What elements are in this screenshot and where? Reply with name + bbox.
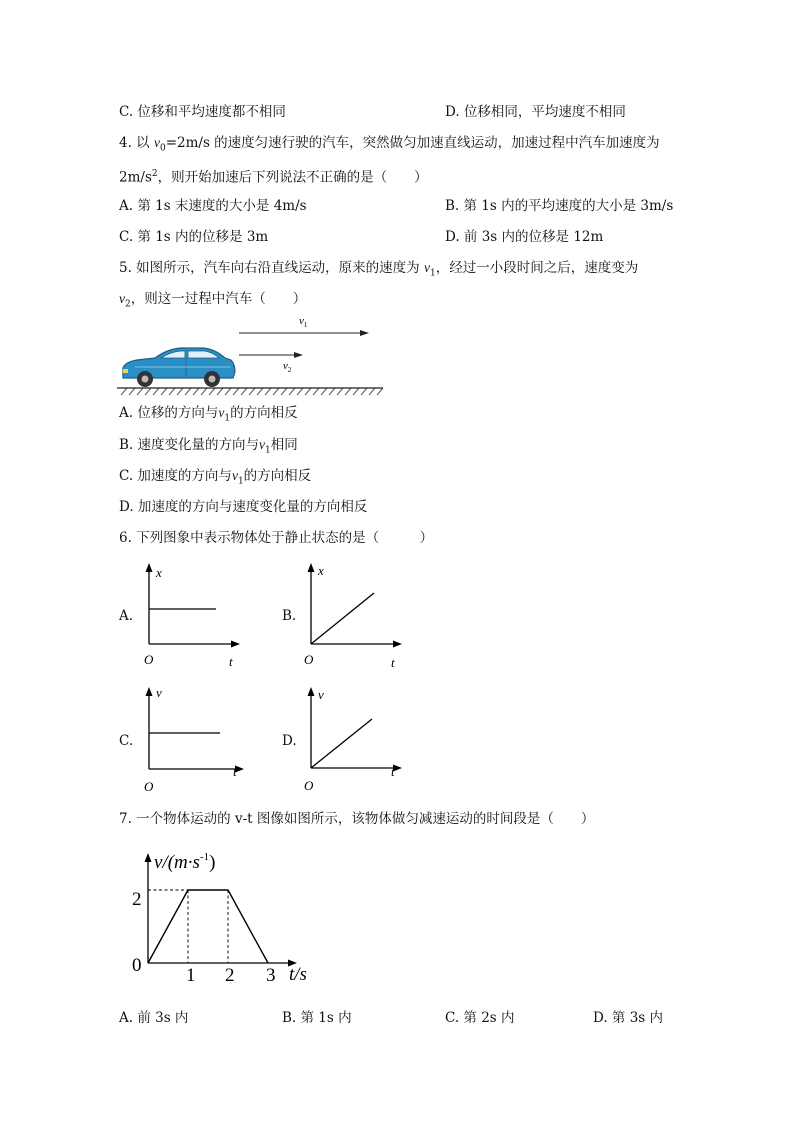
q3-option-d: D. 位移相同，平均速度不相同 [445,104,626,120]
graph-d-origin: O [304,778,314,793]
graph-a-origin: O [144,652,154,667]
q7-option-c: C. 第 2s 内 [445,1010,515,1026]
q6-graph-c-label: C. [119,733,134,749]
graph-c-x-axis-label: t [233,764,237,779]
q7-option-d: D. 第 3s 内 [593,1010,664,1026]
q7-option-a: A. 前 3s 内 [119,1010,189,1026]
v2-arrowhead [294,352,303,358]
q7-guide-lines [148,890,228,963]
q4-option-d: D. 前 3s 内的位移是 12m [445,229,604,245]
q6-graph-b [302,560,417,675]
q5-stem-line2: $v_2$，则这一过程中汽车（ ） [119,291,307,310]
v1-arrow-label: $v_1$ [299,315,308,329]
q7-stem: 7. 一个物体运动的 v-t 图像如图所示，该物体做匀减速运动的时间段是（ ） [119,811,595,827]
v1-arrowhead [360,330,369,336]
graph-d-x-axis-label: t [391,764,395,779]
q6-graph-c [140,684,255,799]
graph-a-y-axis-label: x [156,565,162,580]
ground-hatching [121,388,383,395]
graph-b-origin: O [304,652,314,667]
graph-c-y-axis-label: v [156,685,162,700]
q5-option-a: A. 位移的方向与$v_1$的方向相反 [119,405,298,424]
q5-option-d: D. 加速度的方向与速度变化量的方向相反 [119,499,368,515]
q7-origin: 0 [132,955,142,976]
q4-option-c: C. 第 1s 内的位移是 3m [119,229,269,245]
graph-c-origin: O [144,779,154,794]
graph-b-y-axis-label: x [318,563,324,578]
q4-option-a: A. 第 1s 末速度的大小是 4m/s [119,198,307,214]
q7-x-tick-2: 2 [225,965,235,986]
q7-x-tick-3: 3 [266,965,276,986]
q7-y-tick-2: 2 [132,889,142,910]
q7-y-axis-label: $v/(m\cdot s^{-1})$ [154,851,216,873]
graph-d-y-axis-label: v [318,687,324,702]
q5-option-b: B. 速度变化量的方向与$v_1$相同 [119,437,298,456]
q6-graph-b-label: B. [282,608,297,624]
q4-stem-line2: $2m/s^2$，则开始加速后下列说法不正确的是（ ） [119,169,428,186]
v2-arrow-label: $v_2$ [283,360,292,374]
q5-option-c: C. 加速度的方向与$v_1$的方向相反 [119,468,312,487]
q6-graph-d [302,684,417,799]
q4-stem-line1: 4. 以 $v_0=2m/s$ 的速度匀速行驶的汽车，突然做匀加速直线运动，加速过程中汽车加速度为 [119,135,660,154]
car-figure [115,312,390,400]
graph-d-line [311,719,372,768]
graph-a-x-axis-label: t [229,654,233,669]
graph-b-line [311,593,374,644]
q7-x-axis-label: t/s [289,964,307,985]
q3-option-c: C. 位移和平均速度都不相同 [119,104,286,120]
q6-graph-d-label: D. [282,733,297,749]
q7-x-tick-1: 1 [186,965,196,986]
q4-option-b: B. 第 1s 内的平均速度的大小是 3m/s [445,198,674,214]
q7-velocity-line [148,890,268,963]
q6-graph-a [140,560,255,675]
q6-graph-a-label: A. [119,608,134,624]
car-icon [123,348,235,387]
graph-b-x-axis-label: t [391,655,395,670]
q6-stem: 6. 下列图象中表示物体处于静止状态的是（ ） [119,530,434,546]
q7-option-b: B. 第 1s 内 [282,1010,352,1026]
q7-vt-chart [125,840,335,990]
q5-stem-line1: 5. 如图所示，汽车向右沿直线运动，原来的速度为 $v_1$，经过一小段时间之后，速度变为 [119,260,639,279]
